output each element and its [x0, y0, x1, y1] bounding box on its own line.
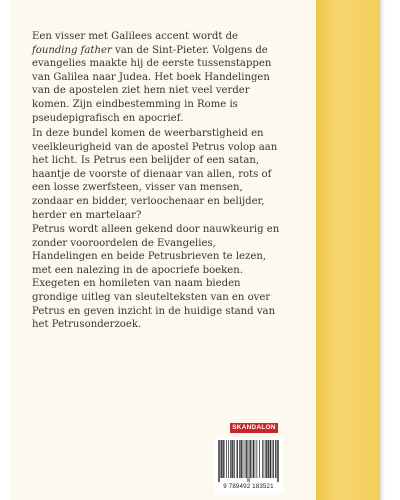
- barcode-bar: [266, 440, 267, 478]
- barcode-bar: [251, 440, 252, 478]
- blurb-text: Een visser met Galilees accent wordt de: [32, 31, 239, 42]
- barcode-bar: [237, 440, 238, 478]
- barcode-bar: [270, 440, 271, 478]
- barcode-bar: [241, 440, 242, 478]
- barcode-bars: [218, 440, 279, 482]
- blurb-paragraph-1: [32, 30, 280, 125]
- blurb-italic-text: founding father: [32, 44, 112, 56]
- barcode-bar: [273, 440, 274, 478]
- barcode-bar: [242, 440, 243, 478]
- barcode-bar: [234, 440, 235, 478]
- blurb-text: van de Sint-Pieter. Volgens de evangelies maakte hij de eerste tussenstappen van Galilea naar Judea. Het boek Handelingen van de apostelen ziet hem niet veel verder komen. Zijn eindbestemming in Rome is pseudepigrafisch en apocrief.: [32, 44, 272, 124]
- barcode-bar: [233, 440, 234, 478]
- barcode-bar: [250, 440, 251, 478]
- publisher-logo: SKANDALON: [230, 423, 278, 433]
- blurb-paragraph-2: [32, 127, 280, 222]
- barcode-bar: [219, 440, 220, 482]
- barcode-bar: [259, 440, 260, 478]
- barcode-bar: [226, 440, 227, 478]
- barcode-bar: [266, 440, 267, 478]
- spine-shadow: [379, 0, 385, 500]
- blurb-text: In deze bundel komen de weerbarstigheid en veelkleurigheid van de apostel Petrus volop aan het licht. Is Petrus een belijder of een satan, haantje de voorste of dienaar van allen, rots of een losse zwerfsteen, visser van mensen, zondaar en bidder, verloochenaar en belijder, herder en martelaar?: [32, 128, 278, 221]
- barcode-bar: [246, 440, 247, 478]
- isbn-barcode: [214, 437, 283, 493]
- barcode-bar: [223, 440, 224, 478]
- blurb-paragraph-3: [32, 223, 280, 332]
- barcode-bar: [278, 440, 279, 482]
- barcode-bar: [276, 440, 277, 478]
- barcode-bar: [277, 440, 278, 482]
- barcode-bar: [255, 440, 256, 478]
- barcode-bar: [231, 440, 232, 478]
- barcode-bar: [271, 440, 272, 478]
- book-spine: [316, 0, 379, 500]
- barcode-bar: [221, 440, 222, 478]
- barcode-bar: [253, 440, 254, 478]
- barcode-bar: [268, 440, 269, 478]
- barcode-bar: [267, 440, 268, 478]
- barcode-bar: [230, 440, 231, 478]
- barcode-bar: [269, 440, 270, 478]
- barcode-bar: [273, 440, 274, 478]
- barcode-bar: [246, 440, 247, 478]
- barcode-bar: [262, 440, 263, 478]
- barcode-bar: [257, 440, 258, 478]
- barcode-bar: [218, 440, 219, 482]
- barcode-bar: [228, 440, 229, 478]
- barcode-bar: [275, 440, 276, 478]
- barcode-bar: [239, 440, 240, 478]
- blurb-text: Petrus wordt alleen gekend door nauwkeurig en zonder vooroordelen de Evangelies, Handelingen en beide Petrusbrieven te lezen, met een nalezing in de apocriefe boeken. Exegeten en homileten van naam bieden grondige uitleg van sleutelteksten van en over Petrus en geven inzicht in de huidige stand van het Petrusonderzoek.: [32, 224, 280, 331]
- barcode-bar: [237, 440, 238, 478]
- barcode-bar: [244, 440, 245, 478]
- barcode-bar: [232, 440, 233, 478]
- barcode-bar: [248, 440, 249, 482]
- barcode-bar: [240, 440, 241, 478]
- barcode-bar: [222, 440, 223, 478]
- barcode-bar: [253, 440, 254, 478]
- barcode-bar: [221, 440, 222, 478]
- barcode-bar: [224, 440, 225, 478]
- barcode-bar: [249, 440, 250, 482]
- barcode-digits: 9 789492 183521: [223, 483, 274, 490]
- barcode-bar: [264, 440, 265, 478]
